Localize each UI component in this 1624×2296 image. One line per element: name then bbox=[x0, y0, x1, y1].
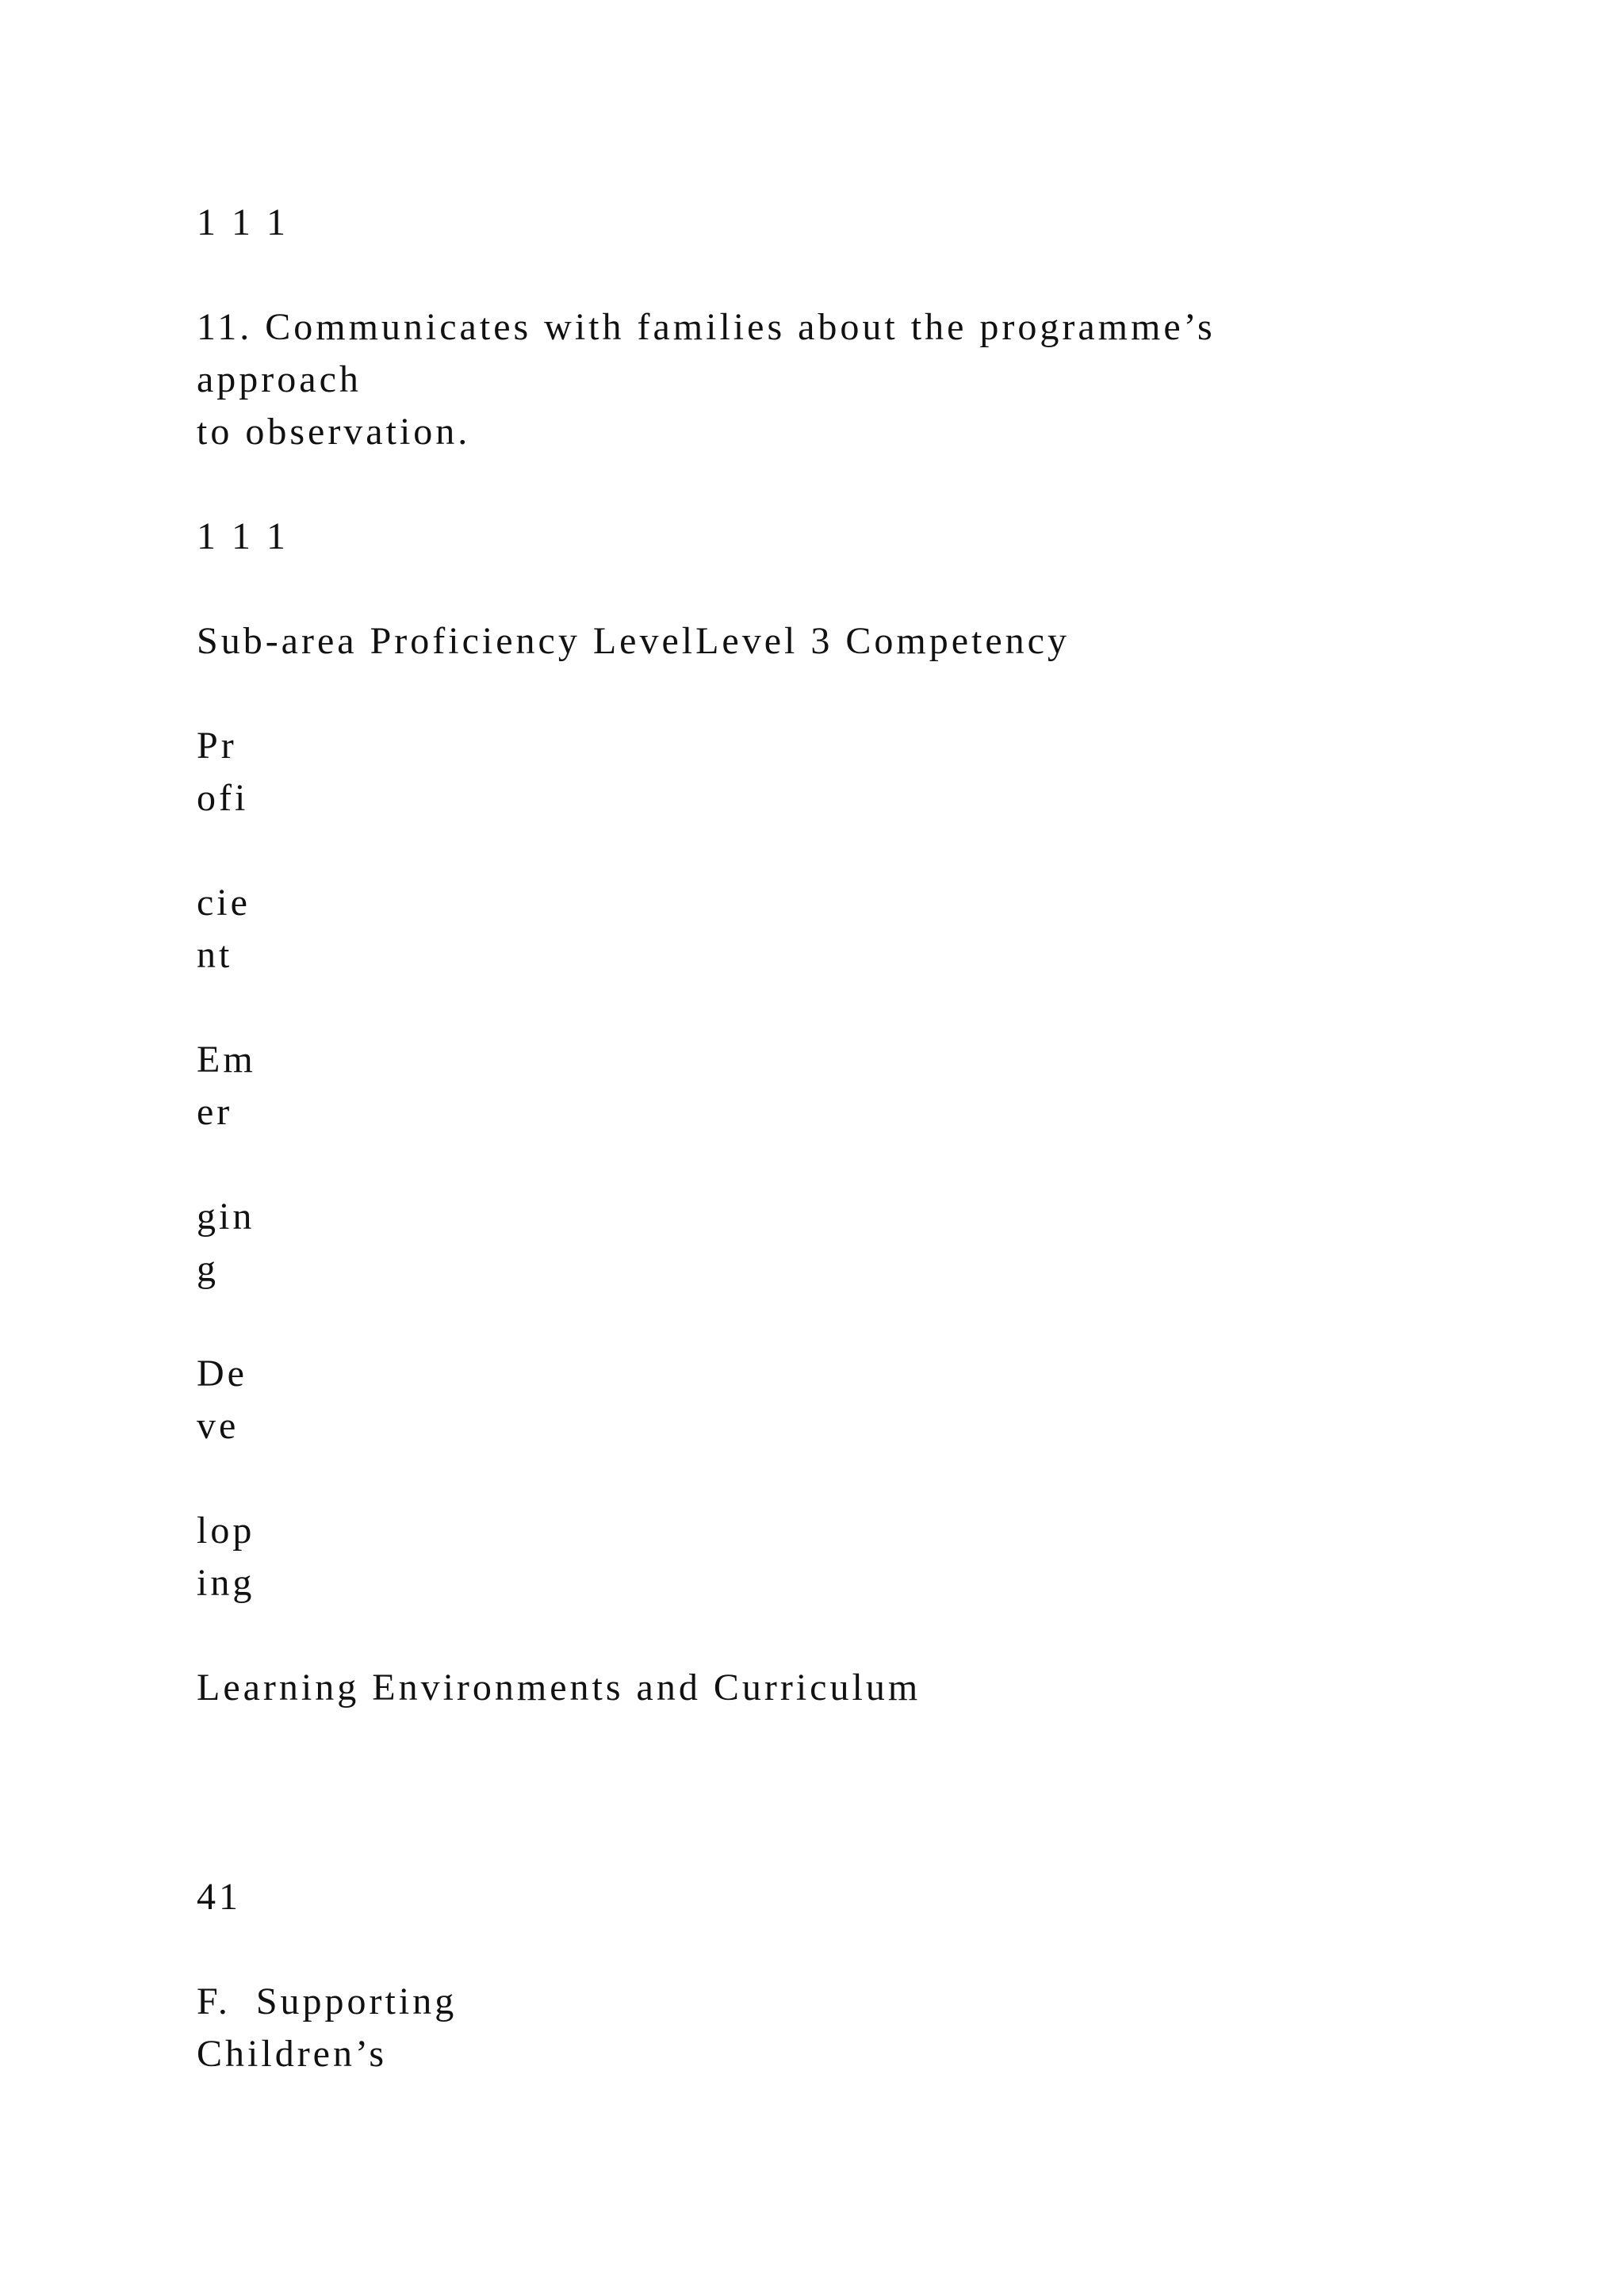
level-developing-part-3: lop bbox=[197, 1510, 255, 1552]
item-11-line-2: approach bbox=[197, 358, 362, 400]
rating-row-2: 1 1 1 bbox=[197, 515, 289, 557]
level-developing-part-1: De bbox=[197, 1353, 247, 1395]
table-header: Sub-area Proficiency LevelLevel 3 Competency bbox=[197, 620, 1070, 662]
level-proficient-part-4: nt bbox=[197, 934, 233, 976]
page-number: 41 bbox=[197, 1876, 241, 1918]
item-11-line-3: to observation. bbox=[197, 411, 471, 453]
level-emerging-part-2: er bbox=[197, 1091, 233, 1133]
subsection-title-line-1: F. Supporting bbox=[197, 1980, 458, 2022]
level-developing-part-4: ing bbox=[197, 1562, 255, 1604]
level-emerging-part-3: gin bbox=[197, 1196, 255, 1238]
level-proficient-part-2: ofi bbox=[197, 777, 249, 819]
level-developing-part-2: ve bbox=[197, 1405, 239, 1447]
rating-row-1: 1 1 1 bbox=[197, 201, 289, 243]
subsection-title-line-2: Children’s bbox=[197, 2033, 387, 2075]
item-11-line-1: 11. Communicates with families about the programme’s bbox=[197, 306, 1216, 348]
level-proficient-part-3: cie bbox=[197, 882, 251, 924]
level-emerging-part-4: g bbox=[197, 1248, 219, 1290]
level-proficient-part-1: Pr bbox=[197, 725, 237, 767]
section-title: Learning Environments and Curriculum bbox=[197, 1667, 921, 1709]
level-emerging-part-1: Em bbox=[197, 1039, 256, 1081]
